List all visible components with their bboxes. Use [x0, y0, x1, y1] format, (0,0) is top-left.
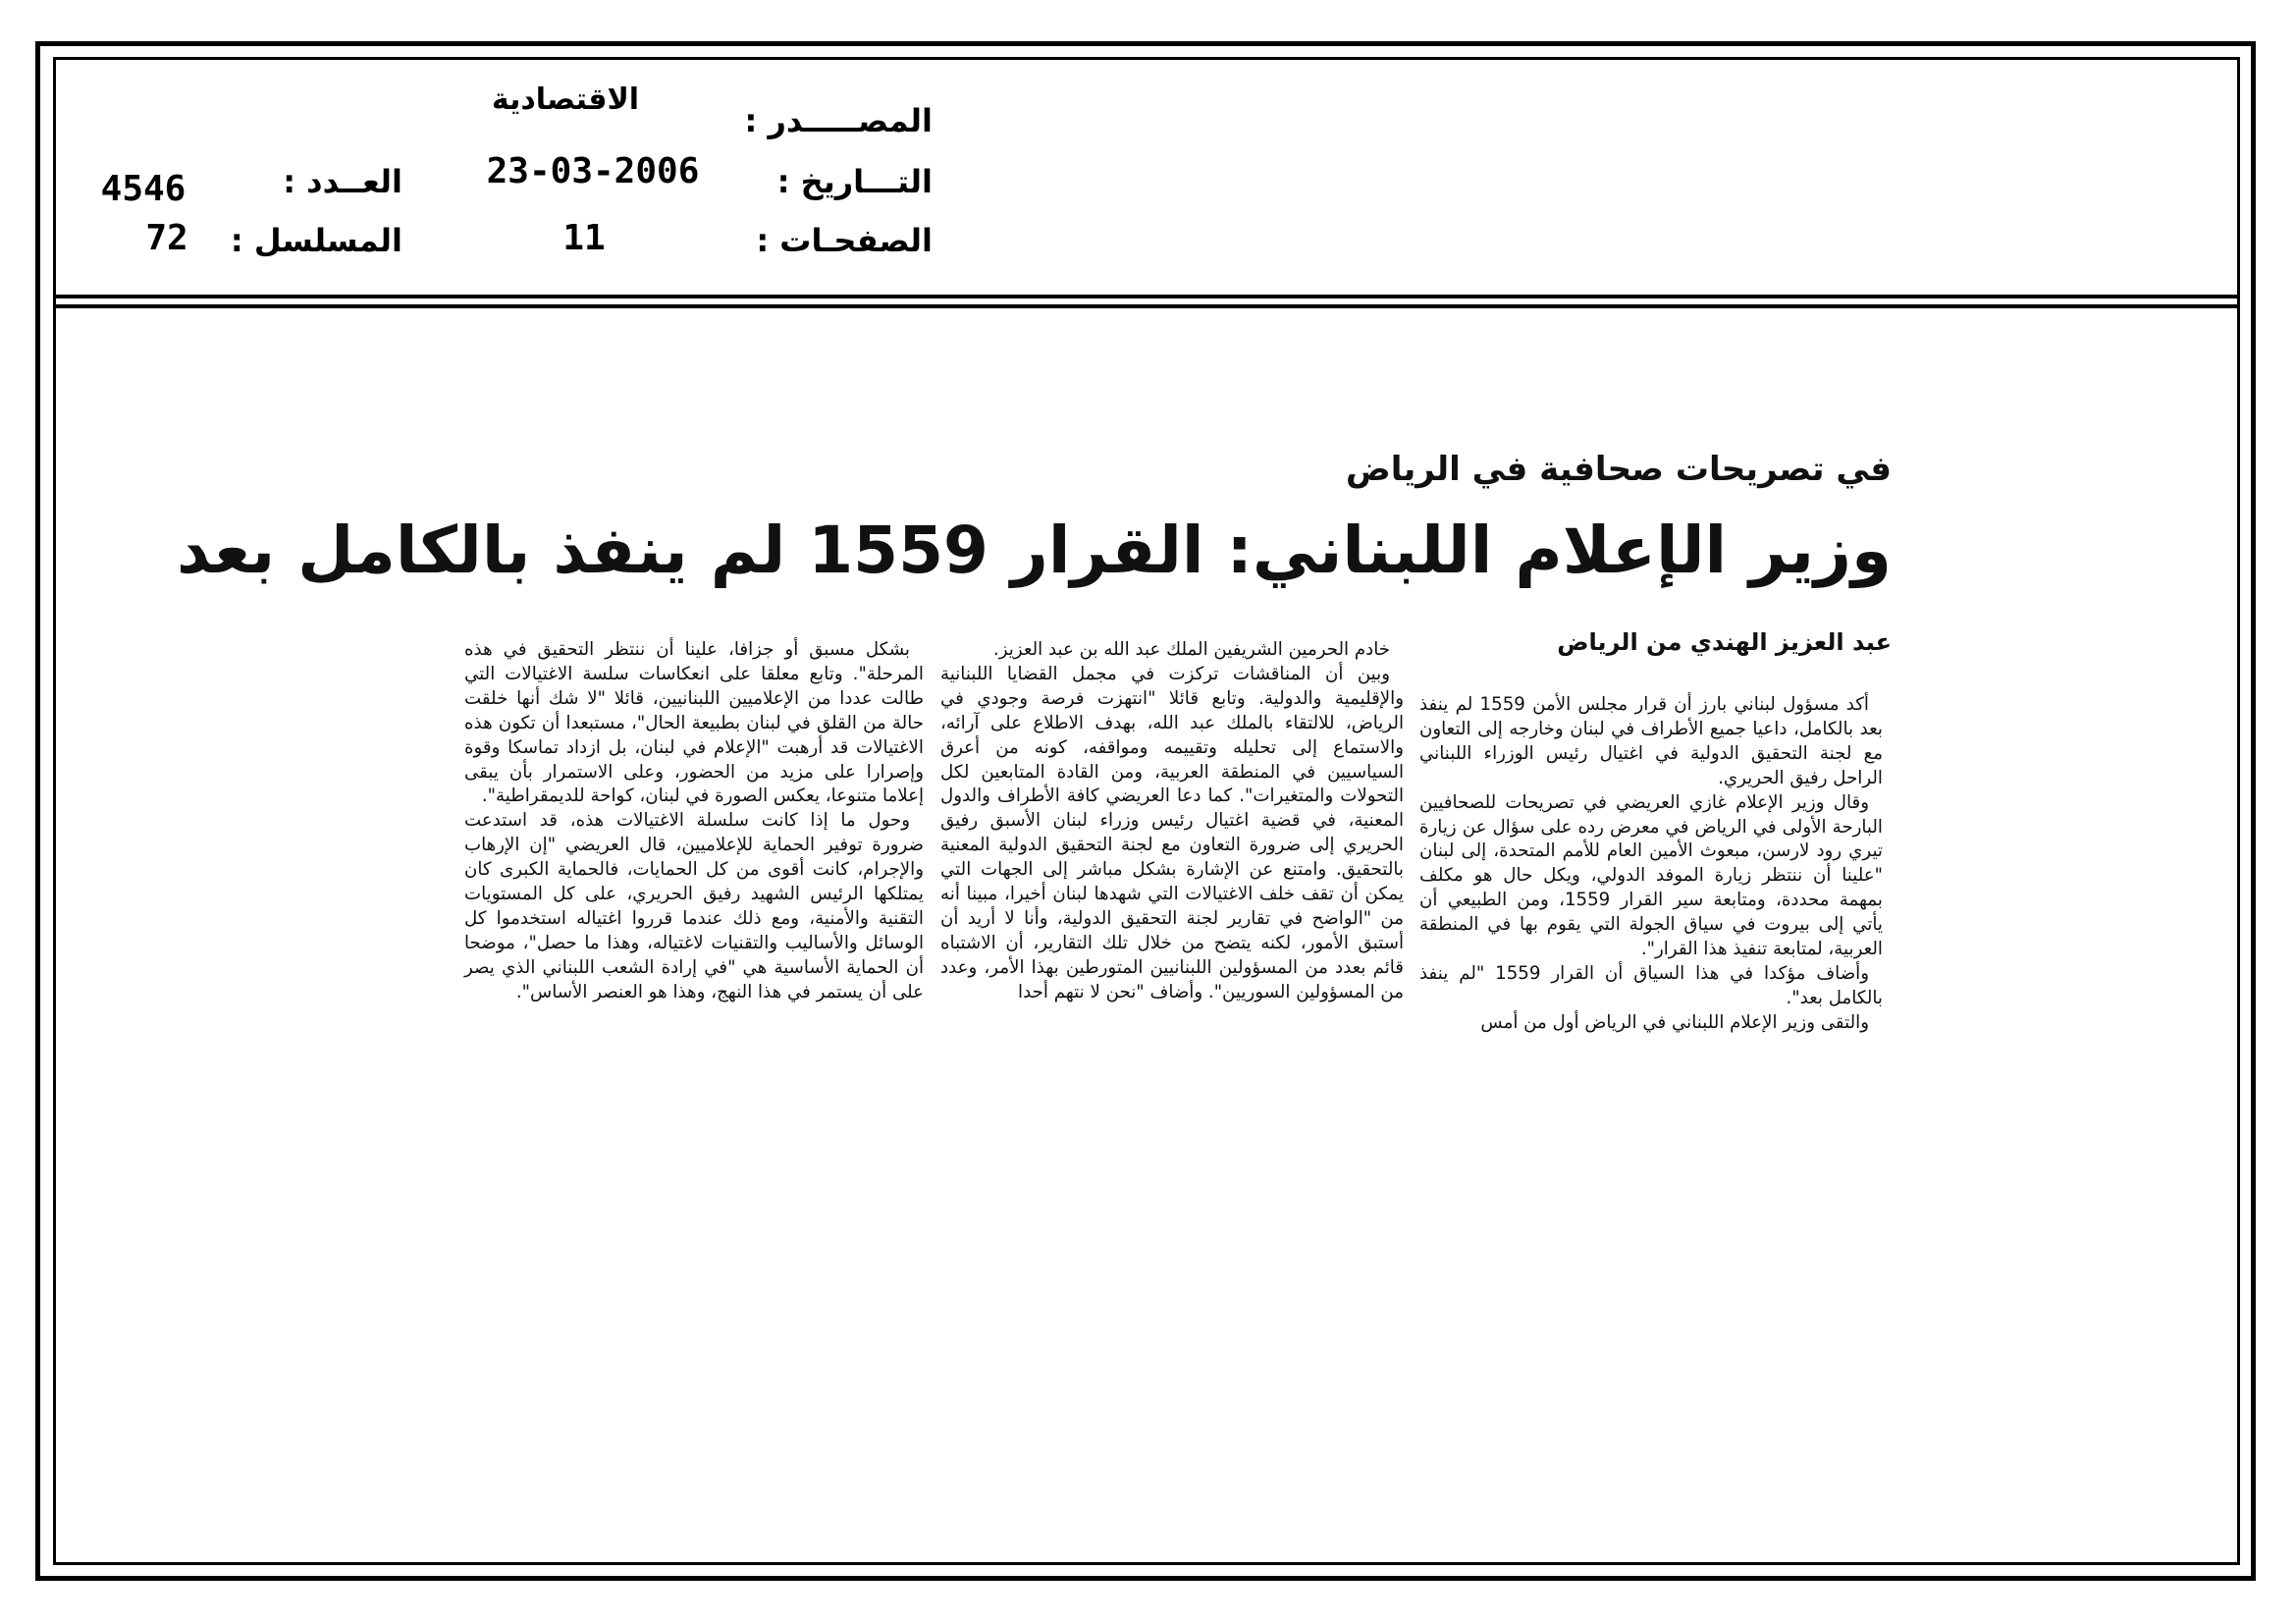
- article-kicker: في تصريحات صحافية في الرياض: [1345, 450, 1892, 489]
- paragraph: والتقى وزير الإعلام اللبناني في الرياض أول من أمس: [1480, 1011, 1869, 1033]
- date-label: التـــاريخ :: [776, 163, 933, 200]
- paragraph: وأضاف مؤكدا في هذا السياق أن القرار 1559 "لم ينفذ بالكامل بعد".: [1419, 962, 1883, 1008]
- issue-value: 4546: [100, 169, 187, 209]
- serial-label: المسلسل :: [230, 222, 402, 259]
- source-value: الاقتصادية: [491, 82, 640, 117]
- pages-label: الصفحـات :: [756, 222, 933, 259]
- paragraph: أكد مسؤول لبناني بارز أن قرار مجلس الأمن 1559 لم ينفذ بعد بالكامل، داعيا جميع الأطراف في لبنان وخارجه إلى التعاون مع لجنة التحقيق الدولية في اغتيال رئيس الوزراء اللبناني الراحل رفيق الحريري.: [1419, 694, 1883, 788]
- article-column-2: [940, 638, 1404, 1005]
- source-label: المصـــــدر :: [744, 102, 933, 139]
- article-headline: وزير الإعلام اللبناني: القرار 1559 لم ينفذ بالكامل بعد: [176, 513, 1892, 588]
- article-column-1: [1419, 693, 1883, 1036]
- issue-label: العــدد :: [283, 163, 402, 200]
- serial-value: 72: [145, 218, 188, 258]
- paragraph: خادم الحرمين الشريفين الملك عبد الله بن عبد العزيز.: [992, 639, 1390, 660]
- paragraph: وبين أن المناقشات تركزت في مجمل القضايا اللبنانية والإقليمية والدولية. وتابع قائلا "انتهزت فرصة وجودي في الرياض، للالتقاء بالملك عبد الله، بهدف الاطلاع على آرائه، والاستماع إلى تحليله وتقييمه ومواقفه، كونه من أعرق السياسيين في المنطقة العربية، ومن القادة المتابعين لكل التحولات والمتغيرات". كما دعا العريضي كافة الأطراف والدول المعنية، في قضية اغتيال رئيس وزراء لبنان الأسبق رفيق الحريري إلى ضرورة التعاون مع لجنة التحقيق الدولية المعنية بالتحقيق. وامتنع عن الإشارة بشكل مباشر إلى الجهات التي يمكن أن تقف خلف الاغتيالات التي شهدها لبنان أخيرا، مبينا أنه من "الواضح في تقارير لجنة التحقيق الدولية، وأنا لا أريد أن أستبق الأمور، لكنه يتضح من خلال تلك التقارير، أن الاشتباه قائم بعدد من المسؤولين اللبنانيين المتورطين بهذا الأمر، وعدد من المسؤولين السوريين". وأضاف "نحن لا نتهم أحدا: [940, 663, 1404, 1002]
- paragraph: بشكل مسبق أو جزافا، علينا أن ننتظر التحقيق في هذه المرحلة". وتابع معلقا على انعكاسات سلسة الاغتيالات التي طالت عددا من الإعلاميين اللبنانيين، قائلا "لا شك أنها خلقت حالة من القلق في لبنان بطبيعة الحال"، مستبعدا أن تكون هذه الاغتيالات قد أرهبت "الإعلام في لبنان، بل ازداد تماسكا وقوة وإصرارا على مزيد من الحضور، وعلى الاستمرار بأن يبقى إعلاما متنوعا، يعكس الصورة في لبنان، كواحة للديمقراطية".: [464, 639, 924, 807]
- header-divider-bottom: [53, 304, 2240, 308]
- paragraph: وقال وزير الإعلام غازي العريضي في تصريحات للصحافيين البارحة الأولى في الرياض في معرض رده على سؤال عن زيارة تيري رود لارسن، مبعوث الأمين العام للأمم المتحدة، إلى لبنان "علينا أن ننتظر زيارة الموفد الدولي، ويكل حال هو مكلف بمهمة محددة، ومتابعة سير القرار 1559، ومن الطبيعي أن يأتي إلى بيروت في سياق الجولة التي يقوم بها في المنطقة العربية، لمتابعة تنفيذ هذا القرار".: [1419, 791, 1883, 960]
- pages-value: 11: [562, 218, 606, 258]
- article-column-3: [464, 638, 924, 1005]
- date-value: 23-03-2006: [486, 151, 700, 191]
- header-divider-top: [53, 295, 2240, 298]
- paragraph: وحول ما إذا كانت سلسلة الاغتيالات هذه، قد استدعت ضرورة توفير الحماية للإعلاميين، قال العريضي "إن الإرهاب والإجرام، كانت أقوى من كل الحمايات، فالحماية الكبرى كان يمتلكها الرئيس الشهيد رفيق الحريري، على كل المستويات التقنية والأمنية، ومع ذلك عندما قرروا اغتياله استخدموا كل الوسائل والأساليب والتقنيات لاغتياله، وهذا ما حصل"، موضحا أن الحماية الأساسية هي "في إرادة الشعب اللبناني الذي يصر على أن يستمر في هذا النهج، وهذا هو العنصر الأساس".: [464, 810, 924, 1002]
- article-byline: عبد العزيز الهندي من الرياض: [1557, 628, 1892, 656]
